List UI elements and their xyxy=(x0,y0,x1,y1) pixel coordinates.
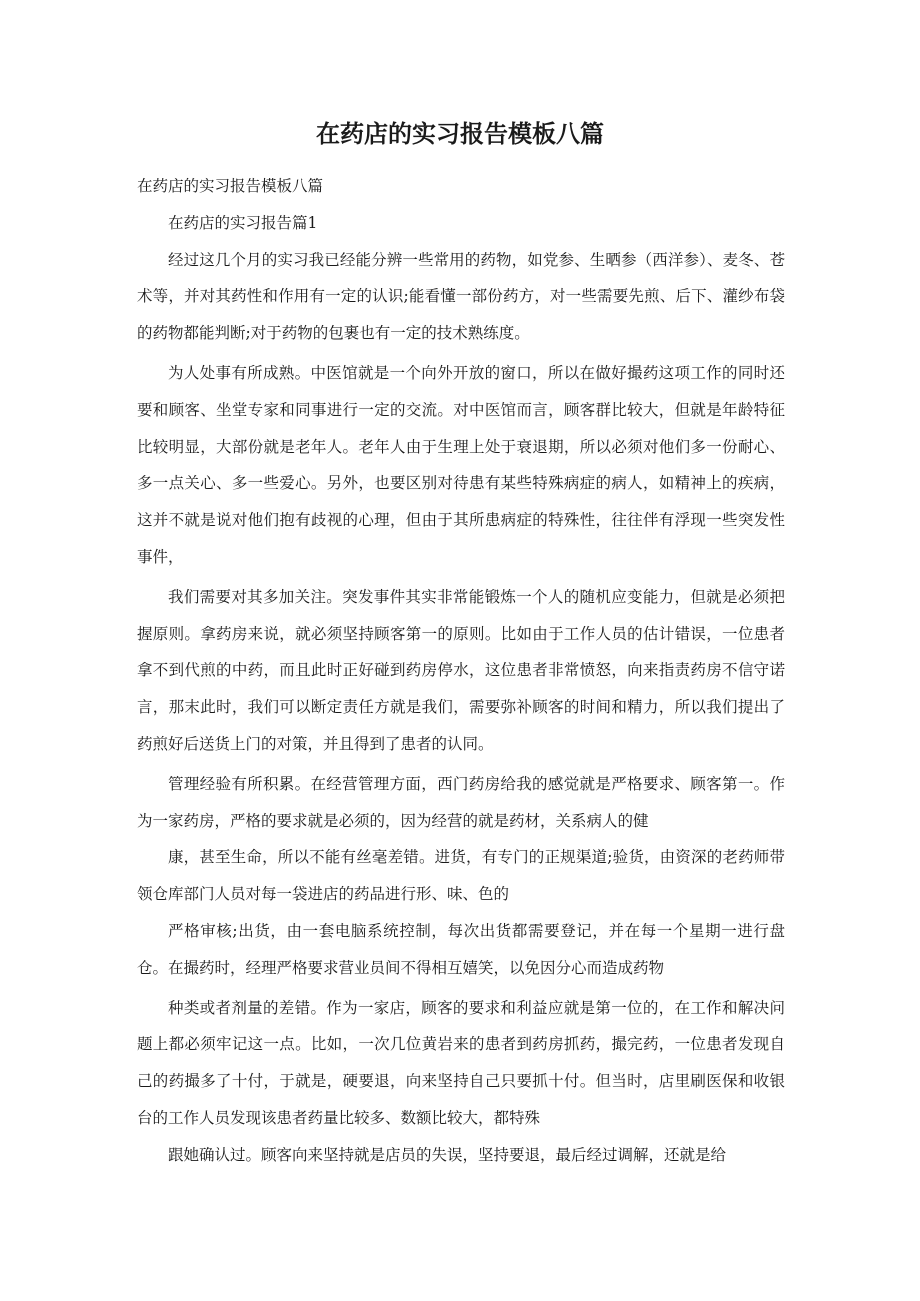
paragraph: 为人处事有所成熟。中医馆就是一个向外开放的窗口，所以在做好撮药这项工作的同时还要和顾客、坐堂专家和同事进行一定的交流。对中医馆而言，顾客群比较大，但就是年龄特征比较明显，大部份就是老年人。老年人由于生理上处于衰退期，所以必须对他们多一份耐心、多一点关心、多一些爱心。另外，也要区别对待患有某些特殊病症的病人，如精神上的疾病，这并不就是说对他们抱有歧视的心理，但由于其所患病症的特殊性，往往伴有浮现一些突发性事件， xyxy=(137,363,785,566)
document-title: 在药店的实习报告模板八篇 xyxy=(316,119,604,148)
paragraph: 跟她确认过。顾客向来坚持就是店员的失误，坚持要退，最后经过调解，还就是给 xyxy=(168,1145,727,1164)
paragraph-subtitle: 在药店的实习报告模板八篇 xyxy=(137,177,324,195)
paragraph: 康，甚至生命，所以不能有丝毫差错。进货，有专门的正规渠道;验货，由资深的老药师带领仓库部门人员对每一袋进店的药品进行形、味、色的 xyxy=(137,848,785,904)
paragraph: 种类或者剂量的差错。作为一家店，顾客的要求和利益应就是第一位的，在工作和解决问题上都必须牢记这一点。比如，一次几位黄岩来的患者到药房抓药，撮完药，一位患者发现自己的药撮多了十付，于就是，硬要退，向来坚持自己只要抓十付。但当时，店里刷医保和收银台的工作人员发现该患者药量比较多、数额比较大，都特殊 xyxy=(137,998,785,1127)
paragraph: 严格审核;出货，由一套电脑系统控制，每次出货都需要登记，并在每一个星期一进行盘仓。在撮药时，经理严格要求营业员间不得相互嬉笑，以免因分心而造成药物 xyxy=(137,921,785,977)
paragraph-section-heading: 在药店的实习报告篇1 xyxy=(168,213,318,232)
paragraph: 管理经验有所积累。在经营管理方面，西门药房给我的感觉就是严格要求、顾客第一。作为一家药房，严格的要求就是必须的，因为经营的就是药材，关系病人的健 xyxy=(137,774,785,830)
document-body xyxy=(137,168,785,1174)
paragraph: 经过这几个月的实习我已经能分辨一些常用的药物，如党参、生晒参（西洋参）、麦冬、苍术等，并对其药性和作用有一定的认识;能看懂一部份药方，对一些需要先煎、后下、灌纱布袋的药物都能判断;对于药物的包裹也有一定的技术熟练度。 xyxy=(137,250,785,343)
paragraph: 我们需要对其多加关注。突发事件其实非常能锻炼一个人的随机应变能力，但就是必须把握原则。拿药房来说，就必须坚持顾客第一的原则。比如由于工作人员的估计错误，一位患者拿不到代煎的中药，而且此时正好碰到药房停水，这位患者非常愤怒，向来指责药房不信守诺言，那末此时，我们可以断定责任方就是我们，需要弥补顾客的时间和精力，所以我们提出了药煎好后送货上门的对策，并且得到了患者的认同。 xyxy=(137,587,785,753)
